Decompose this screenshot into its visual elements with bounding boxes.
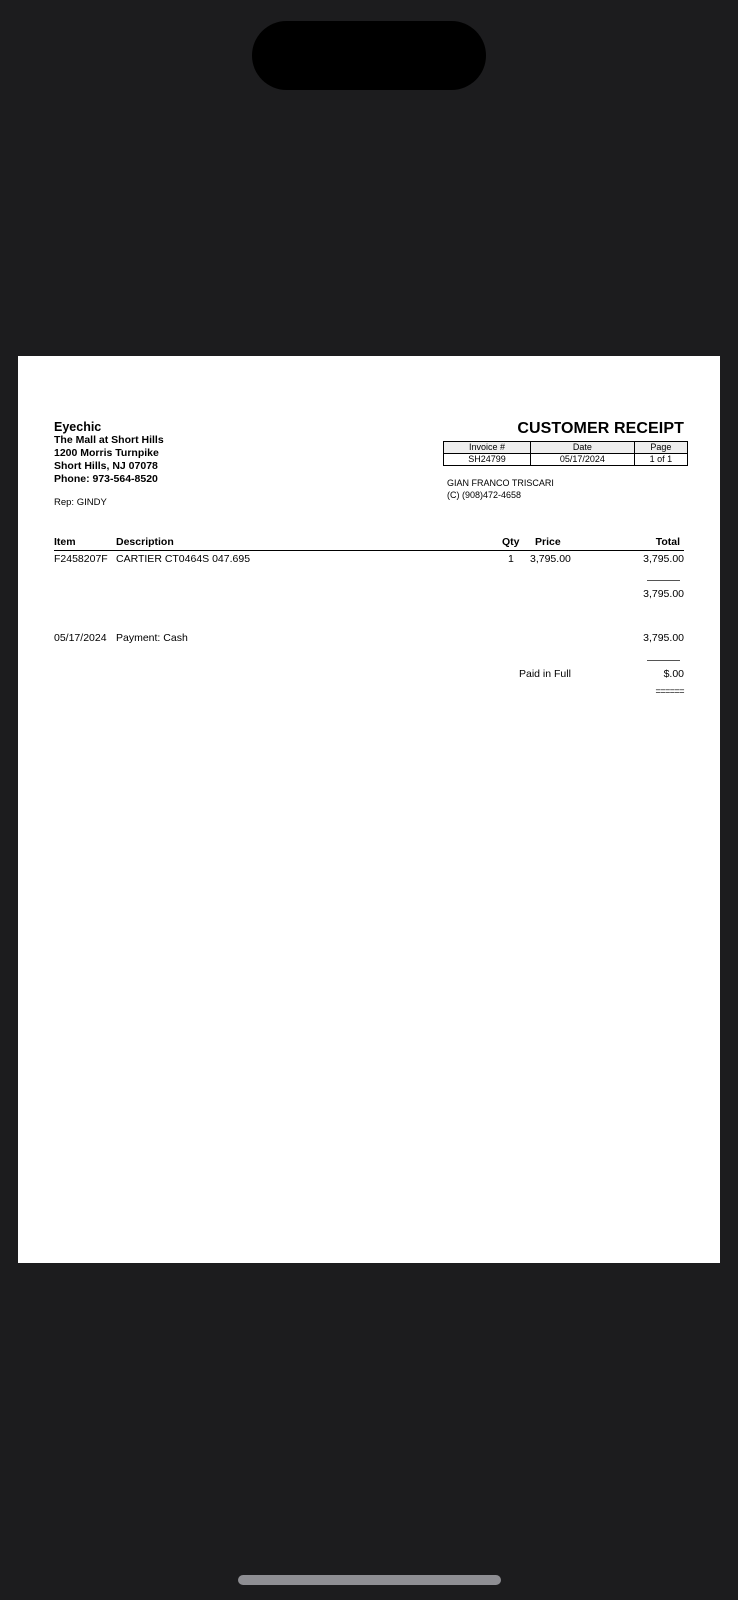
- balance-rule: [647, 660, 680, 661]
- company-phone: Phone: 973-564-8520: [54, 473, 158, 485]
- balance-label: Paid in Full: [519, 668, 571, 680]
- column-header-item: Item: [54, 536, 76, 548]
- company-address-line-1: The Mall at Short Hills: [54, 434, 164, 446]
- column-header-total: Total: [655, 536, 680, 548]
- invoice-date: 05/17/2024: [530, 454, 634, 466]
- line-item-price: 3,795.00: [530, 553, 571, 565]
- column-header-qty: Qty: [502, 536, 520, 548]
- payment-description: Payment: Cash: [116, 632, 188, 644]
- page-number: 1 of 1: [634, 454, 687, 466]
- receipt-title: CUSTOMER RECEIPT: [517, 420, 684, 437]
- balance-double-underline: ======: [655, 686, 684, 696]
- line-item-description: CARTIER CT0464S 047.695: [116, 553, 251, 565]
- customer-phone: (C) (908)472-4658: [447, 490, 522, 500]
- company-address-line-3: Short Hills, NJ 07078: [54, 460, 158, 472]
- line-item-sku: F2458207F: [54, 553, 108, 565]
- customer-name: GIAN FRANCO TRISCARI: [447, 478, 554, 488]
- line-item-total: 3,795.00: [643, 553, 684, 565]
- subtotal-rule: [647, 580, 680, 581]
- company-name: Eyechic: [54, 420, 102, 434]
- invoice-info-table: [443, 441, 688, 466]
- column-header-description: Description: [116, 536, 174, 548]
- invoice-number: SH24799: [444, 454, 531, 466]
- company-address-line-2: 1200 Morris Turnpike: [54, 447, 159, 459]
- page-header: Page: [634, 442, 687, 454]
- home-indicator[interactable]: [238, 1575, 501, 1585]
- balance-amount: $.00: [663, 668, 684, 680]
- receipt-document: [18, 356, 720, 1263]
- line-item-qty: 1: [508, 553, 514, 565]
- payment-date: 05/17/2024: [54, 632, 107, 644]
- column-header-price: Price: [535, 536, 561, 548]
- camera-notch: [252, 21, 486, 90]
- date-header: Date: [530, 442, 634, 454]
- sales-rep: Rep: GINDY: [54, 497, 107, 508]
- invoice-number-header: Invoice #: [444, 442, 531, 454]
- payment-amount: 3,795.00: [643, 632, 684, 644]
- subtotal-amount: 3,795.00: [643, 588, 684, 600]
- header-rule: [54, 550, 684, 551]
